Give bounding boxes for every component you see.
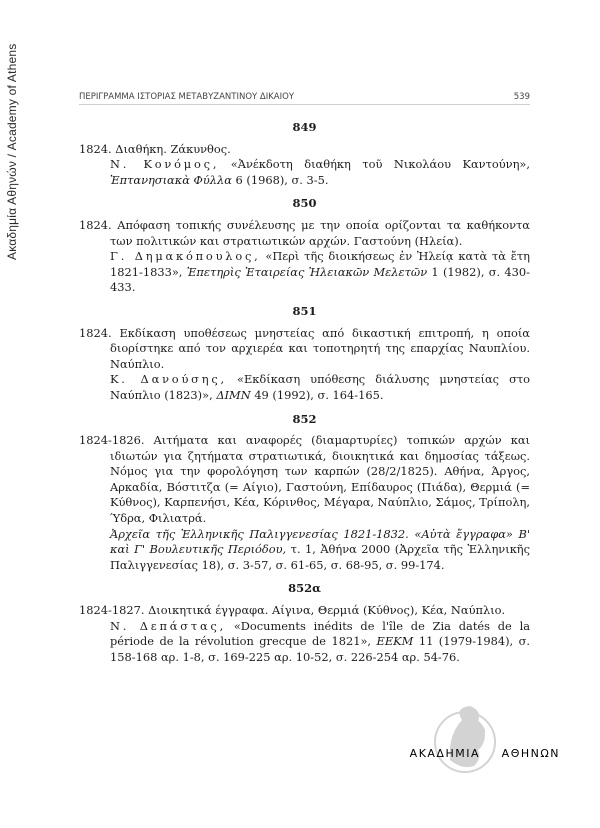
ref-journal: ΕΕΚΜ xyxy=(376,634,414,649)
entry-number: 852 xyxy=(292,411,317,426)
entry-text: Αιτήματα και αναφορές (διαμαρτυρίες) τοπικών αρχών και ιδιωτών για ζητήματα στρατιωτικά, διοικητικά και δημοσίας τάξεως. Νόμος για την φορολόγηση των καρπών (28/2/1825). Αθήνα, Άργος, Αρκαδία, Βόστιτζα (= Αίγιο), Γαστούνη, Επίδαυρος (Πιάδα), Θερμιά (= Κύθνος), Καρπενήσι, Κέα, Κόρινθος, Μέγαρα, Ναύπλιο, Σάμος, Τρίπολη, Ύδρα, Φιλιατρά. xyxy=(110,433,530,526)
ref-author: Ν. Δεπάστας, xyxy=(110,618,227,633)
entry-reference xyxy=(79,372,530,403)
ref-journal: Ἐπετηρὶς Ἑταιρείας Ἠλειακῶν Μελετῶν xyxy=(186,264,428,279)
entry-number: 851 xyxy=(292,303,317,318)
running-header xyxy=(79,92,530,105)
entry-date: 1824-1826. xyxy=(79,433,145,448)
entry-number: 850 xyxy=(292,196,317,211)
athena-head-icon xyxy=(370,700,560,790)
entry-reference xyxy=(79,249,530,296)
ref-tail: 6 (1968), σ. 3-5. xyxy=(235,172,329,187)
page-content xyxy=(79,112,530,669)
entry-849 xyxy=(79,120,530,188)
logo-text-left: ΑΚΑΔΗΜΙΑ xyxy=(409,747,480,760)
ref-tail: τ. 1, Ἀθήνα 2000 (Ἀρχεῖα τῆς Ἑλληνικῆς Παλιγγενεσίας 18), σ. 3-57, σ. 61-65, σ. 68-95, σ. 99-174. xyxy=(110,542,531,572)
ref-title: «Ἀνέκδοτη διαθήκη τοῦ Νικολάου Καντούνη», xyxy=(230,157,531,172)
entry-date: 1824. xyxy=(79,141,112,156)
entry-850 xyxy=(79,196,530,296)
entry-description xyxy=(79,603,530,619)
ref-title: «Εκδίκαση υπόθεσης διάλυσης μνηστείας στο Ναύπλιο (1823)», xyxy=(110,372,530,402)
entry-reference xyxy=(79,157,530,188)
ref-journal: Ἀρχεῖα τῆς Ἑλληνικῆς Παλιγγενεσίας 1821-1832. «Αὐτὰ ἔγγραφα» Β' καὶ Γ' Βουλευτικῆς Περιόδου, xyxy=(110,526,530,557)
entry-text: Διαθήκη. Ζάκυνθος. xyxy=(115,141,231,156)
entry-date: 1824-1827. xyxy=(79,603,145,618)
entry-date: 1824. xyxy=(79,217,112,232)
ref-tail: 49 (1992), σ. 164-165. xyxy=(254,387,384,402)
entry-852a xyxy=(79,581,530,665)
page-number: 539 xyxy=(513,92,530,102)
entry-text: Εκδίκαση υποθέσεως μνηστείας από δικαστική επιτροπή, η οποία διορίστηκε από τον αρχιερέα και τοποτηρητή της επαρχίας Ναυπλίου. Ναύπλιο. xyxy=(110,325,530,371)
ref-title: «Περὶ τῆς διοικήσεως ἐν Ἠλείᾳ κατὰ τὰ ἔτη 1821-1833», xyxy=(110,249,530,279)
ref-tail: 1 (1982), σ. 430-433. xyxy=(110,264,531,295)
ref-journal: ΔΙΜΝ xyxy=(216,387,251,402)
entry-852 xyxy=(79,412,530,574)
ref-title: «Documents inédits de l'île de Zia datés de la période de la révolution grecque de 1821», xyxy=(110,618,530,649)
entry-date: 1824. xyxy=(79,325,112,340)
entry-text: Διοικητικά έγγραφα. Αίγινα, Θερμιά (Κύθνος), Κέα, Ναύπλιο. xyxy=(148,603,506,618)
side-watermark: Ακαδημία Αθηνών / Academy of Athens xyxy=(5,43,19,260)
ref-tail: 11 (1979-1984), σ. 158-168 αρ. 1-8, σ. 169-225 αρ. 10-52, σ. 226-254 αρ. 54-76. xyxy=(110,634,531,664)
logo-text-right: ΑΘΗΝΩΝ xyxy=(501,747,560,760)
academy-logo-watermark xyxy=(370,700,560,790)
entry-851 xyxy=(79,304,530,404)
entry-text: Απόφαση τοπικής συνέλευσης με την οποία ορίζονται τα καθήκοντα των πολιτικών και στρατιωτικών αρχών. Γαστούνη (Ηλεία). xyxy=(110,217,530,248)
ref-author: Κ. Δανούσης, xyxy=(110,372,227,387)
entry-description xyxy=(79,142,530,158)
entry-number: 849 xyxy=(292,120,317,134)
entry-description xyxy=(79,218,530,249)
ref-journal: Ἑπτανησιακὰ Φύλλα xyxy=(110,172,232,187)
entry-description xyxy=(79,433,530,527)
entry-reference xyxy=(79,527,530,574)
ref-author: Γ. Δημακόπουλος, xyxy=(110,249,261,264)
entry-number: 852α xyxy=(288,581,321,596)
entry-description xyxy=(79,326,530,373)
entry-reference xyxy=(79,619,530,666)
header-title: ΠΕΡΙΓΡΑΜΜΑ ΙΣΤΟΡΙΑΣ ΜΕΤΑΒΥΖΑΝΤΙΝΟΥ ΔΙΚΑΙΟΥ xyxy=(79,92,295,102)
ref-author: Ν. Κονόμος, xyxy=(110,157,220,172)
